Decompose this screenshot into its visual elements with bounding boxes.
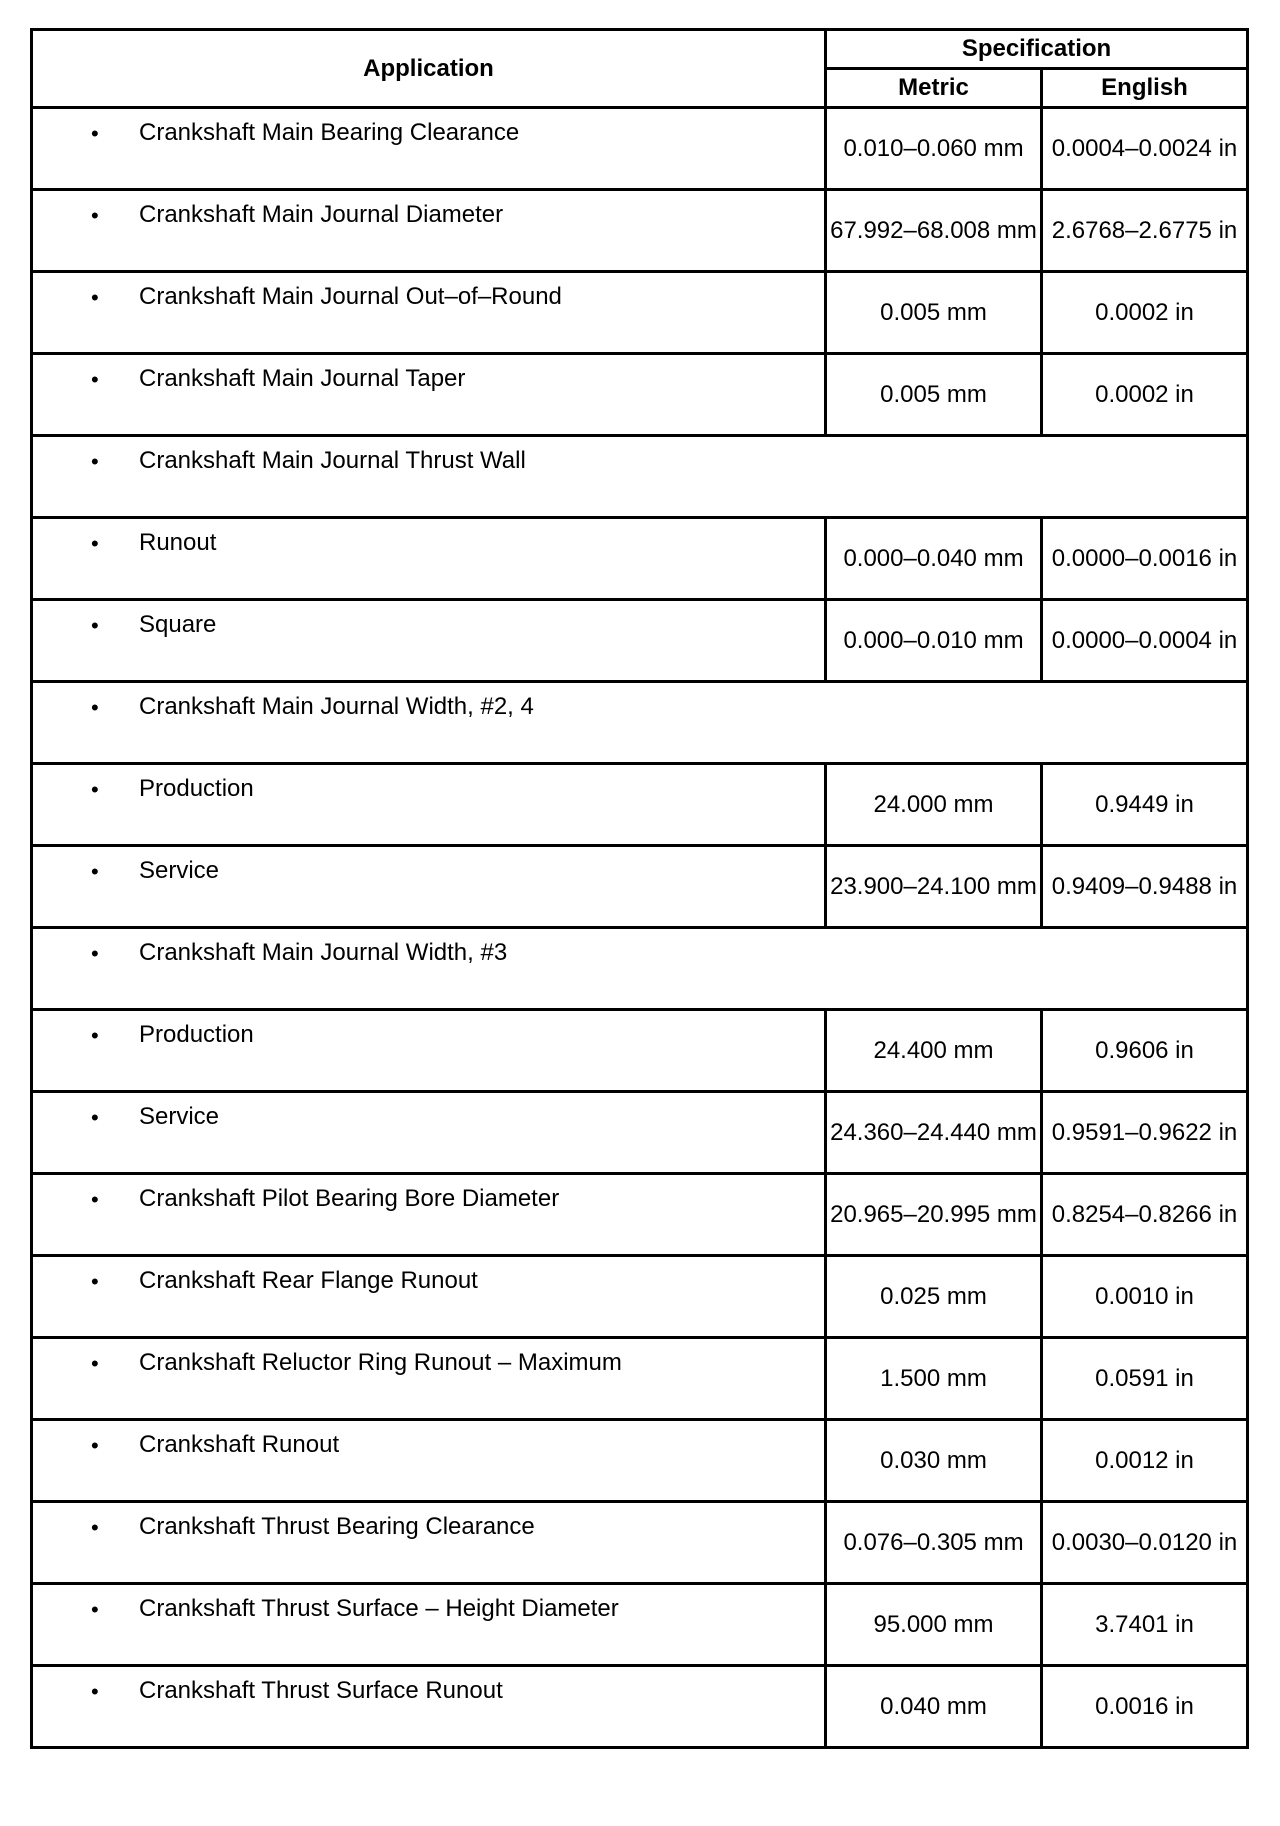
application-label: Square: [139, 611, 217, 638]
bullet-icon: •: [91, 1515, 99, 1540]
application-cell: [32, 272, 826, 354]
application-label: Runout: [139, 529, 217, 556]
application-cell: [32, 682, 1248, 764]
metric-value: 0.010–0.060 mm: [826, 108, 1042, 190]
bullet-icon: •: [91, 613, 99, 638]
application-cell: [32, 1092, 826, 1174]
bullet-icon: •: [91, 1679, 99, 1704]
application-label: Crankshaft Main Journal Taper: [139, 365, 466, 392]
bullet-icon: •: [91, 859, 99, 884]
application-cell: [32, 108, 826, 190]
application-label: Crankshaft Main Journal Thrust Wall: [139, 447, 526, 474]
application-cell: [32, 1502, 826, 1584]
application-label: Crankshaft Main Journal Out–of–Round: [139, 283, 562, 310]
application-cell: [32, 1666, 826, 1748]
bullet-icon: •: [91, 285, 99, 310]
table-row: [32, 1420, 1248, 1502]
bullet-icon: •: [91, 941, 99, 966]
table-row: [32, 1502, 1248, 1584]
metric-value: 0.025 mm: [826, 1256, 1042, 1338]
table-row: [32, 108, 1248, 190]
metric-value: 0.000–0.040 mm: [826, 518, 1042, 600]
table-row: [32, 1092, 1248, 1174]
metric-value: 0.040 mm: [826, 1666, 1042, 1748]
table-body: [32, 108, 1248, 1748]
application-cell: [32, 928, 1248, 1010]
english-value: 0.9591–0.9622 in: [1042, 1092, 1248, 1174]
english-value: 0.0002 in: [1042, 354, 1248, 436]
application-label: Service: [139, 1103, 220, 1130]
english-value: 0.0000–0.0004 in: [1042, 600, 1248, 682]
metric-value: 24.000 mm: [826, 764, 1042, 846]
metric-value: 0.030 mm: [826, 1420, 1042, 1502]
english-value: 0.9606 in: [1042, 1010, 1248, 1092]
english-value: 0.0010 in: [1042, 1256, 1248, 1338]
table-header: [32, 30, 1248, 108]
table-row: [32, 1010, 1248, 1092]
english-value: 0.0591 in: [1042, 1338, 1248, 1420]
table-row: [32, 682, 1248, 764]
table-row: [32, 1256, 1248, 1338]
specification-header: Specification: [826, 30, 1248, 69]
bullet-icon: •: [91, 1187, 99, 1212]
table-row: [32, 1666, 1248, 1748]
application-cell: [32, 1174, 826, 1256]
english-value: 3.7401 in: [1042, 1584, 1248, 1666]
metric-value: 0.000–0.010 mm: [826, 600, 1042, 682]
application-label: Crankshaft Pilot Bearing Bore Diameter: [139, 1185, 560, 1212]
application-cell: [32, 764, 826, 846]
bullet-icon: •: [91, 531, 99, 556]
application-label: Crankshaft Main Journal Diameter: [139, 201, 504, 228]
application-cell: [32, 190, 826, 272]
english-value: 0.0030–0.0120 in: [1042, 1502, 1248, 1584]
application-cell: [32, 1420, 826, 1502]
table-row: [32, 846, 1248, 928]
bullet-icon: •: [91, 1105, 99, 1130]
english-value: 0.8254–0.8266 in: [1042, 1174, 1248, 1256]
bullet-icon: •: [91, 449, 99, 474]
table-row: [32, 190, 1248, 272]
table-row: [32, 928, 1248, 1010]
specification-table: [30, 28, 1249, 1749]
bullet-icon: •: [91, 777, 99, 802]
table-row: [32, 1338, 1248, 1420]
application-label: Crankshaft Thrust Surface Runout: [139, 1677, 503, 1704]
application-label: Crankshaft Main Journal Width, #3: [139, 939, 508, 966]
application-label: Crankshaft Rear Flange Runout: [139, 1267, 478, 1294]
metric-value: 24.400 mm: [826, 1010, 1042, 1092]
application-cell: [32, 1010, 826, 1092]
application-header: Application: [32, 30, 826, 108]
english-value: 2.6768–2.6775 in: [1042, 190, 1248, 272]
application-cell: [32, 436, 1248, 518]
application-label: Crankshaft Thrust Bearing Clearance: [139, 1513, 535, 1540]
application-label: Service: [139, 857, 220, 884]
bullet-icon: •: [91, 1351, 99, 1376]
bullet-icon: •: [91, 203, 99, 228]
application-cell: [32, 1338, 826, 1420]
bullet-icon: •: [91, 1597, 99, 1622]
metric-value: 20.965–20.995 mm: [826, 1174, 1042, 1256]
english-header: English: [1042, 69, 1248, 108]
application-label: Crankshaft Main Bearing Clearance: [139, 119, 520, 146]
bullet-icon: •: [91, 1269, 99, 1294]
table-row: [32, 436, 1248, 518]
application-label: Crankshaft Reluctor Ring Runout – Maximum: [139, 1349, 622, 1376]
english-value: 0.0016 in: [1042, 1666, 1248, 1748]
metric-value: 0.076–0.305 mm: [826, 1502, 1042, 1584]
metric-header: Metric: [826, 69, 1042, 108]
table-row: [32, 600, 1248, 682]
application-label: Crankshaft Thrust Surface – Height Diameter: [139, 1595, 619, 1622]
application-label: Production: [139, 1021, 254, 1048]
table-row: [32, 764, 1248, 846]
english-value: 0.0000–0.0016 in: [1042, 518, 1248, 600]
bullet-icon: •: [91, 1433, 99, 1458]
bullet-icon: •: [91, 695, 99, 720]
table-row: [32, 354, 1248, 436]
bullet-icon: •: [91, 121, 99, 146]
application-label: Crankshaft Runout: [139, 1431, 340, 1458]
metric-value: 95.000 mm: [826, 1584, 1042, 1666]
application-cell: [32, 846, 826, 928]
application-cell: [32, 354, 826, 436]
application-cell: [32, 518, 826, 600]
english-value: 0.0012 in: [1042, 1420, 1248, 1502]
metric-value: 23.900–24.100 mm: [826, 846, 1042, 928]
table-row: [32, 272, 1248, 354]
bullet-icon: •: [91, 1023, 99, 1048]
metric-value: 24.360–24.440 mm: [826, 1092, 1042, 1174]
application-cell: [32, 1256, 826, 1338]
metric-value: 1.500 mm: [826, 1338, 1042, 1420]
english-value: 0.9449 in: [1042, 764, 1248, 846]
application-cell: [32, 1584, 826, 1666]
bullet-icon: •: [91, 367, 99, 392]
metric-value: 67.992–68.008 mm: [826, 190, 1042, 272]
application-label: Production: [139, 775, 254, 802]
english-value: 0.9409–0.9488 in: [1042, 846, 1248, 928]
application-label: Crankshaft Main Journal Width, #2, 4: [139, 693, 534, 720]
table-row: [32, 1584, 1248, 1666]
metric-value: 0.005 mm: [826, 354, 1042, 436]
english-value: 0.0004–0.0024 in: [1042, 108, 1248, 190]
table-row: [32, 518, 1248, 600]
metric-value: 0.005 mm: [826, 272, 1042, 354]
application-cell: [32, 600, 826, 682]
table-row: [32, 1174, 1248, 1256]
english-value: 0.0002 in: [1042, 272, 1248, 354]
